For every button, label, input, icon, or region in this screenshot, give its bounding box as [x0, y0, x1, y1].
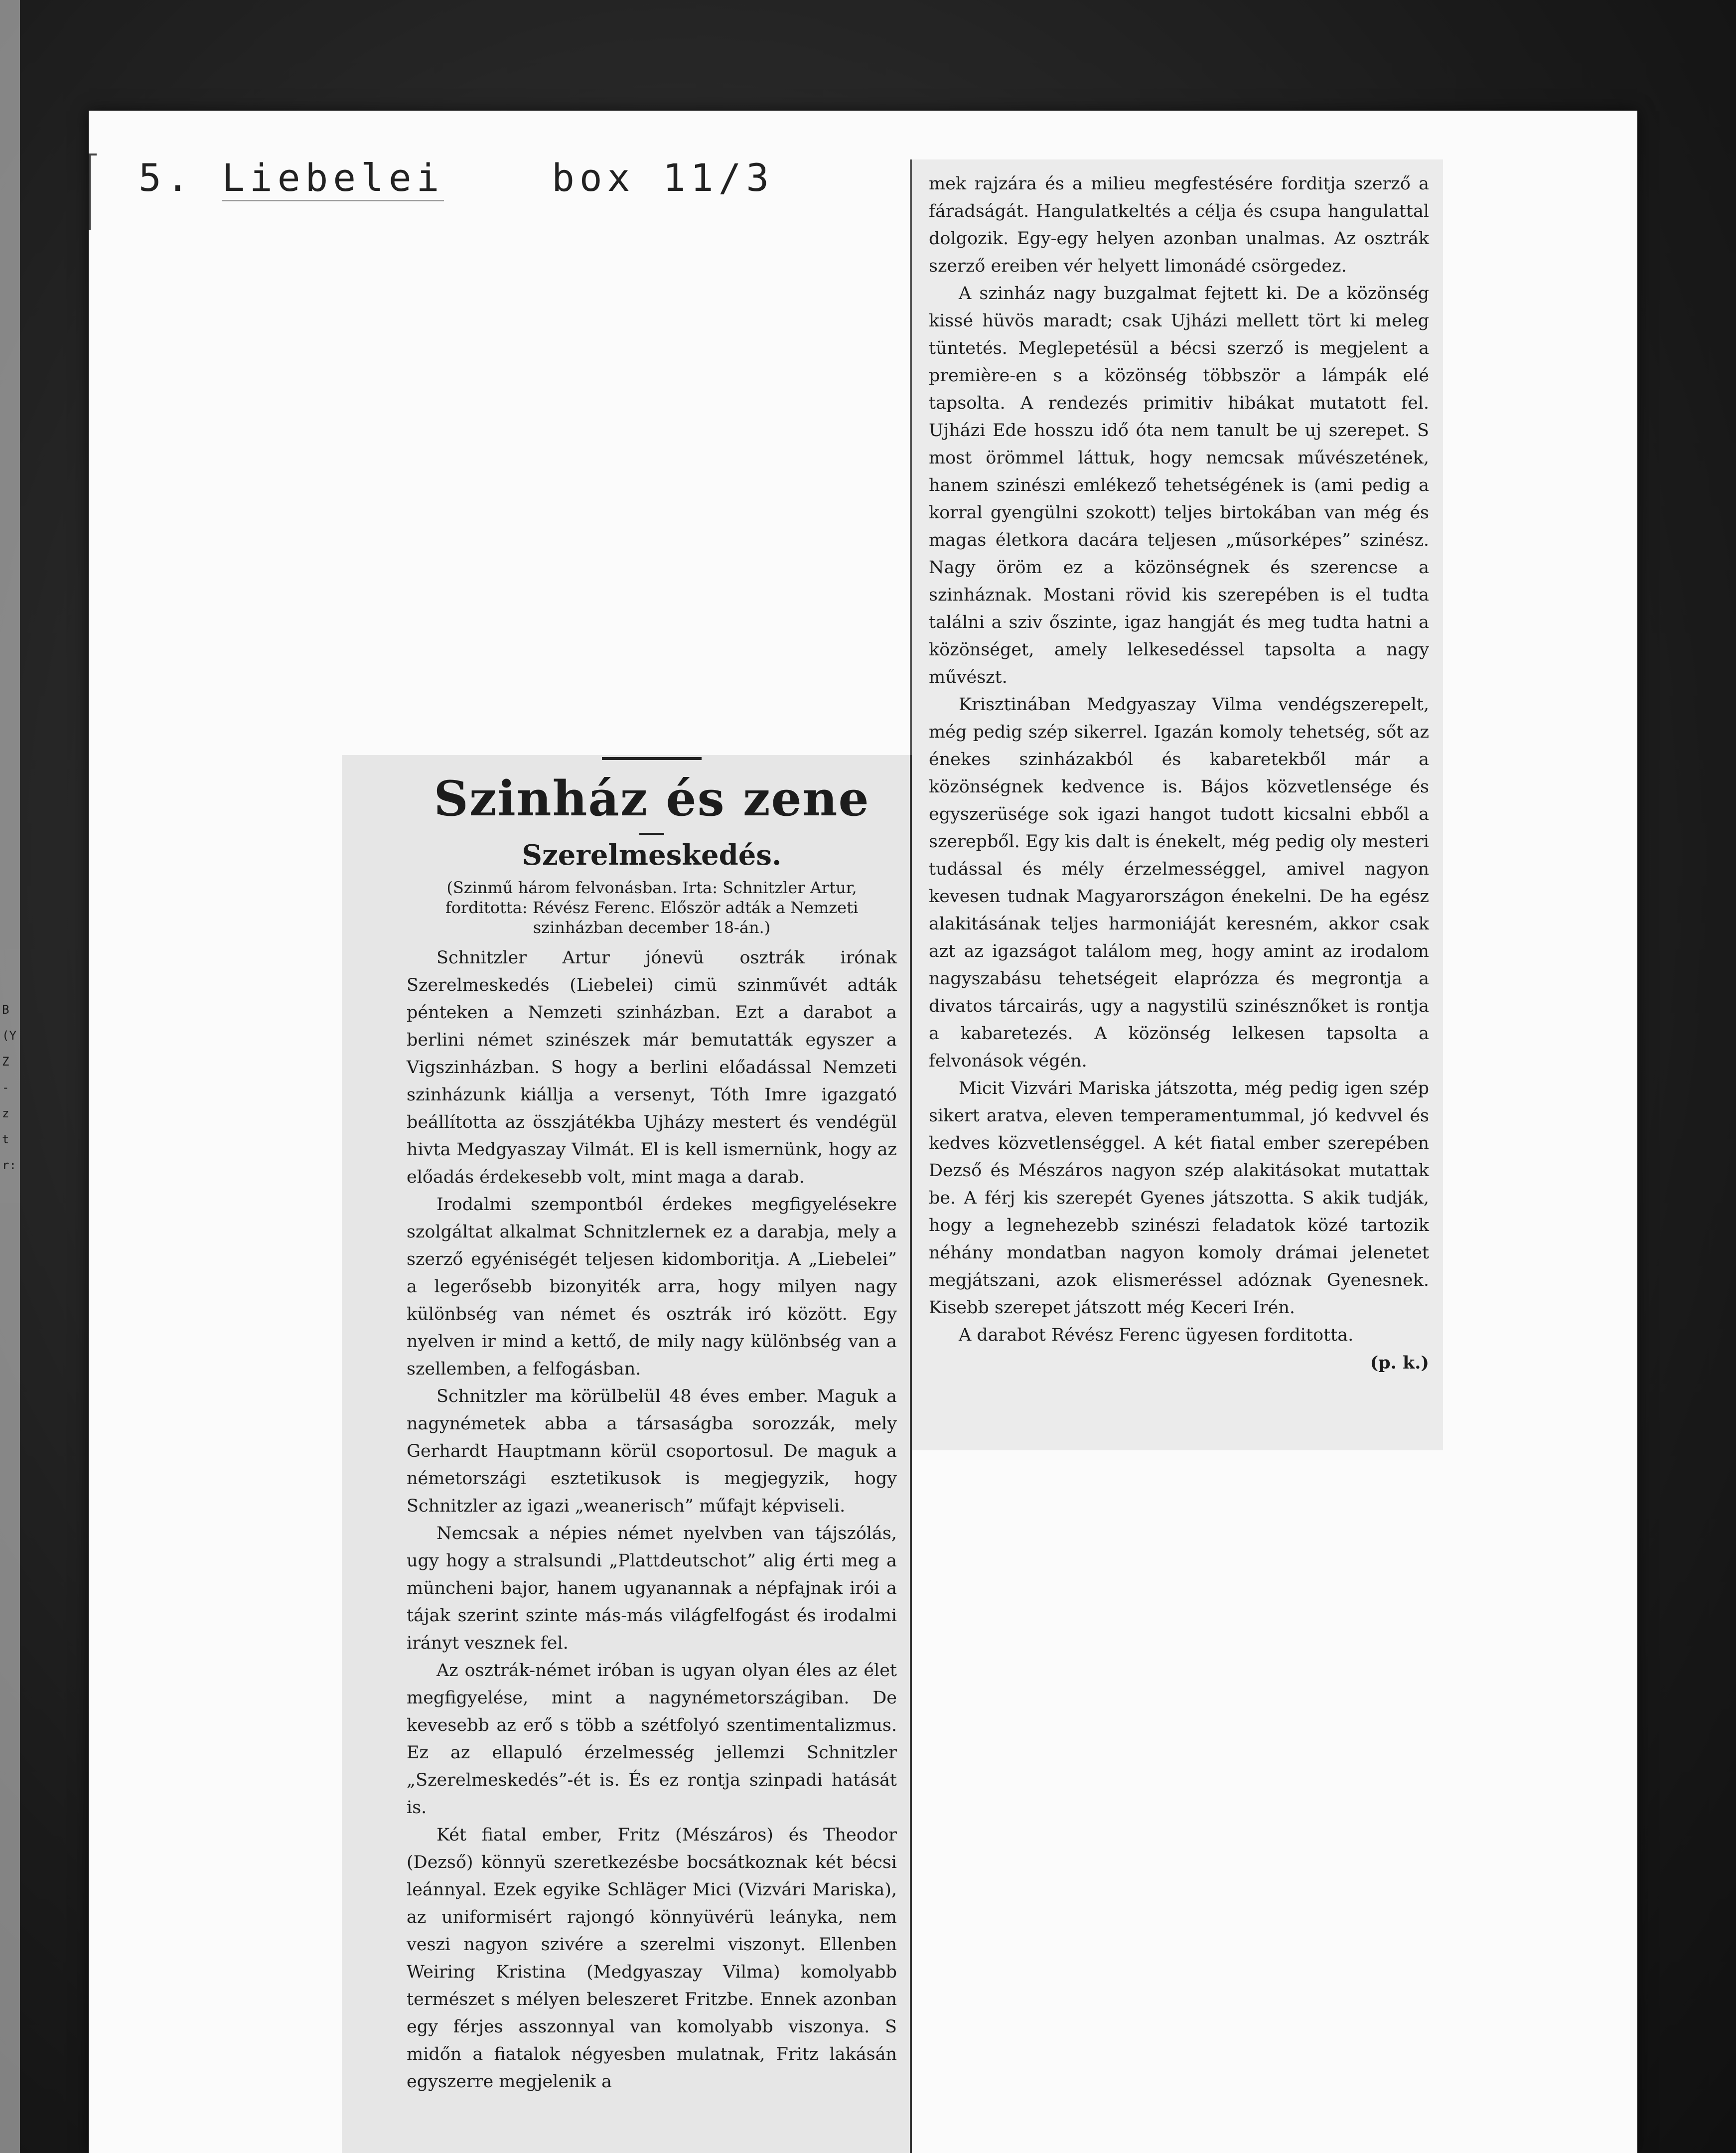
right-paragraph: Krisztinában Medgyaszay Vilma vendégszerepelt, még pedig szép sikerrel. Igazán komoly tehetség, sőt az énekes szinházakból és kabaretekből már a közönségnek kedvence is. Bájos közvetlensége és egyszerüsége sok igazi hangot tudott kicsalni ebből a szerepből. Egy kis dalt is énekelt, még pedig oly mesteri tudással és mély érzelmességgel, amivel nagyon kevesen tudnak Magyarországon énekelni. De ha egész alakitásának teljes harmoniáját keresném, akkor csak azt az igazságot találom meg, hogy amint az irodalom nagyszabásu tehetségeit elaprózza és megrontja a divatos tárcairás, ugy a nagystilü szinésznőket is rontja a kabaretezés. A közönség lelkesen tapsolta a felvonások végén.	[929, 695, 1429, 1071]
left-paragraph: Schnitzler ma körülbelül 48 éves ember. Maguk a nagynémetek abba a társaságba sorozzák, mely Gerhardt Hauptmann körül csoportosul. De maguk a németországi esztetikusok is megjegyzik, hogy Schnitzler az igazi „weanerisch” műfajt képviseli.	[407, 1386, 897, 1516]
section-title: Szinház és zene	[434, 770, 870, 827]
section-rule	[602, 757, 702, 760]
archive-label	[139, 155, 774, 200]
left-paragraph: Két fiatal ember, Fritz (Mészáros) és Theodor (Dezső) könnyü szeretkezésbe bocsátkoznak két bécsi leánnyal. Ezek egyike Schläger Mici (Vizvári Mariska), az uniformisért rajongó könnyüvérü leányka, nem veszi nagyon szivére a szerelmi viszonyt. Ellenben Weiring Kristina (Medgyaszay Vilma) komolyabb természet s mélyen beleszeret Fritzbe. Ennek azonban egy férjes asszonnyal van komolyabb viszonya. S midőn a fiatalok négyesben mulatnak, Fritz lakásán egyszerre megjelenik a	[407, 1825, 897, 2092]
archive-number: 5.	[139, 155, 194, 200]
archive-box: box 11/3	[552, 155, 774, 200]
right-paragraph: Micit Vizvári Mariska játszotta, még pedig igen szép sikert aratva, eleven temperamentummal, jó kedvvel és kedves közvetlenséggel. A két fiatal ember szerepében Dezső és Mészáros nagyon szép alakitásokat mutattak be. A férj kis szerepét Gyenes játszotta. S akik tudják, hogy a legnehezebb szinészi feladatok közé tartozik néhány mondatban nagyon komoly drámai jelenetet megjátszani, azok elismeréssel adóznak Gyenesnek. Kisebb szerepet játszott még Keceri Irén.	[929, 1078, 1429, 1318]
adjacent-page-text: B(YZ-ztr:	[2, 1003, 16, 1172]
right-paragraph: A darabot Révész Ferenc ügyesen forditotta.	[959, 1325, 1354, 1345]
right-paragraph: A szinház nagy buzgalmat fejtett ki. De a közönség kissé hüvös maradt; csak Ujházi mellett tört ki meleg tüntetés. Meglepetésül a bécsi szerző is megjelent a première-en s a közönség többször a lámpák elé tapsolta. A rendezés primitiv hibákat mutatott fel. Ujházi Ede hosszu idő óta nem tanult be uj szerepet. S most örömmel láttuk, hogy nemcsak művészetének, hanem szinészi emlékező tehetségének is (ami pedig a korral gyengülni szokott) teljes birtokában van még és magas életkora dacára teljesen „műsorképes” szinész. Nagy öröm ez a közönségnek és szerencse a szinháznak. Mostani rövid kis szerepében is el tudta találni a sziv őszinte, igaz hangját és meg tudta hatni a közönséget, amely lelkesedéssel tapsolta a nagy művészt.	[929, 284, 1429, 687]
sheet-corner-mark	[89, 154, 97, 230]
left-paragraph: Nemcsak a népies német nyelvben van tájszólás, ugy hogy a stralsundi „Plattdeutschot” alig érti meg a müncheni bajor, hanem ugyanannak a népfajnak irói a tájak szerint szinte más-más világfelfogást és irodalmi irányt vesznek fel.	[407, 1524, 897, 1653]
left-paragraph: Schnitzler Artur jónevü osztrák irónak Szerelmeskedés (Liebelei) cimü szinművét adták pénteken a Nemzeti szinházban. Ezt a darabot a berlini német szinészek már bemutatták egyszer a Vigszinházban. S hogy a berlini előadással Nemzeti szinházunk kiállja a versenyt, Tóth Imre igazgató beállította az összjátékba Ujházy mestert és vendégül hivta Medgyaszay Vilmát. El is kell ismernünk, hogy az előadás érdekesebb volt, mint maga a darab.	[407, 948, 897, 1187]
archive-title: Liebelei	[222, 155, 444, 201]
column-rule	[910, 755, 912, 2153]
adjacent-page-edge	[0, 0, 20, 2153]
article-title: Szerelmeskedés.	[522, 839, 782, 872]
signature: (p. k.)	[1370, 1353, 1429, 1373]
left-paragraph: Az osztrák-német iróban is ugyan olyan éles az élet megfigyelése, mint a nagynémetországiban. De kevesebb az erő s több a szétfolyó szentimentalizmus. Ez az ellapuló érzelmesség jellemzi Schnitzler „Szerelmeskedés”-ét is. És ez rontja szinpadi hatását is.	[407, 1661, 897, 1818]
right-paragraph: mek rajzára és a milieu megfestésére forditja szerző a fáradságát. Hangulatkeltés a célja és csupa hangulattal dolgozik. Egy-egy helyen azonban unalmas. Az osztrák szerző ereiben vér helyett limonádé csörgedez.	[929, 174, 1429, 276]
clipping-right	[910, 159, 1443, 1450]
left-paragraph: Irodalmi szempontból érdekes megfigyelésekre szolgáltat alkalmat Schnitzlernek ez a darabja, mely a szerző egyéniségét teljesen kidomboritja. A „Liebelei” a legerősebb bizonyiték arra, hogy milyen nagy különbség van német és osztrák iró között. Egy nyelven ir mind a kettő, de mily nagy különbség van a szellemben, a felfogásban.	[407, 1195, 897, 1379]
clipping-left	[342, 755, 910, 2153]
article-subtitle: (Szinmű három felvonásban. Irta: Schnitzler Artur, forditotta: Révész Ferenc. Először adták a Nemzeti szinházban december 18-án.)	[445, 878, 859, 937]
title-dash	[639, 833, 664, 835]
